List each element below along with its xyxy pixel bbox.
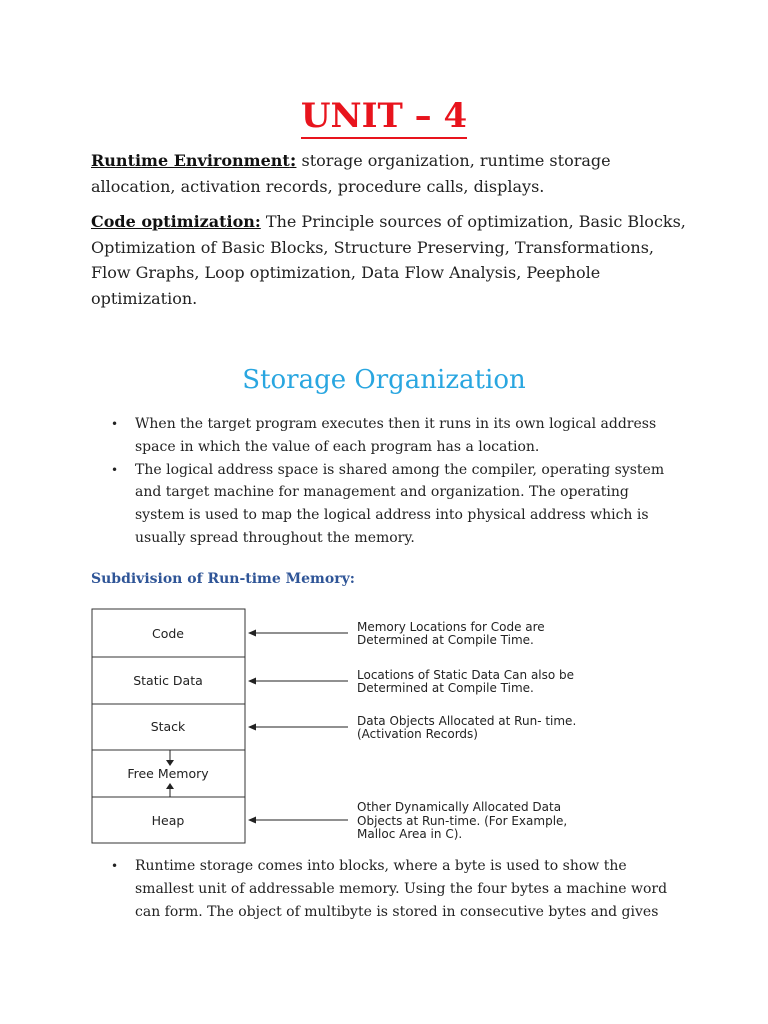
note-heap-line-2: Objects at Run-time. (For Example, [357, 814, 568, 828]
arrowhead-icon [248, 678, 256, 685]
note-code-line-1: Memory Locations for Code are [357, 620, 545, 634]
note-stack-line-1: Data Objects Allocated at Run- time. [357, 714, 577, 728]
bullet-icon: • [111, 462, 119, 477]
bullet-list-bottom [110, 855, 680, 923]
block-stack: Stack [150, 719, 186, 734]
note-static-line-2: Determined at Compile Time. [357, 681, 534, 695]
code-optimization-text: The Principle sources of optimization, Basic Blocks, Optimization of Basic Blocks, Structure Preserving, Transformations, Flow Graphs, Loop optimization, Data Flow Analysis, Peephole optimization. [91, 212, 686, 308]
code-optimization-paragraph [91, 209, 691, 311]
bullet-list-top [110, 413, 680, 550]
list-item: • The logical address space is shared among the compiler, operating system and target machine for management and organization. The operating system is used to map the logical address into physical address which is usually spread throughout the memory. [110, 459, 680, 550]
unit-title-text: UNIT – 4 [301, 96, 467, 139]
list-item: • Runtime storage comes into blocks, where a byte is used to show the smallest unit of addressable memory. Using the four bytes a machine word can form. The object of multibyte is stored in consecutive bytes and gives [110, 855, 680, 923]
bullet-icon: • [111, 859, 119, 873]
arrowhead-icon [248, 724, 256, 731]
note-code-line-2: Determined at Compile Time. [357, 633, 534, 647]
list-item: • When the target program executes then it runs in its own logical address space in which the value of each program has a location. [110, 413, 680, 459]
heap-growth-arrow-icon [166, 783, 174, 797]
block-free-memory: Free Memory [127, 766, 209, 781]
runtime-memory-diagram [0, 600, 768, 850]
runtime-environment-paragraph [91, 148, 691, 199]
note-heap-line-3: Malloc Area in C). [357, 827, 463, 841]
runtime-environment-label: Runtime Environment: [91, 150, 297, 171]
stack-growth-arrow-icon [166, 750, 174, 766]
code-optimization-label: Code optimization: [91, 212, 261, 231]
diagram-subheading: Subdivision of Run-time Memory: [91, 571, 355, 587]
arrowhead-icon [248, 817, 256, 824]
arrowhead-icon [248, 630, 256, 637]
note-heap-line-1: Other Dynamically Allocated Data [357, 800, 562, 814]
section-heading: Storage Organization [242, 365, 526, 395]
block-heap: Heap [151, 813, 185, 828]
note-static-line-1: Locations of Static Data Can also be [357, 668, 575, 682]
block-code: Code [151, 626, 185, 641]
note-stack-line-2: (Activation Records) [357, 727, 478, 741]
unit-title [0, 92, 768, 140]
bullet-icon: • [111, 417, 119, 431]
runtime-environment-text: storage organization, runtime storage allocation, activation records, procedure calls, displays. [91, 151, 611, 196]
block-static-data: Static Data [133, 673, 203, 688]
